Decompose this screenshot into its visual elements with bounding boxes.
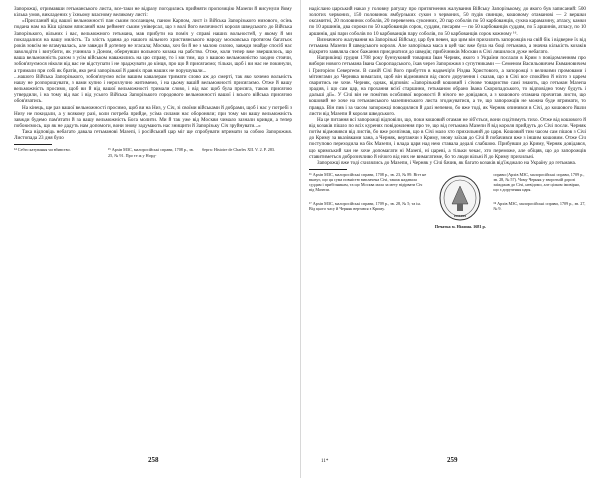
right-mid-notes: справи (Архів МЗС, малоросійські справи, 1709 р., зв. 28, № 57). Чому Черняк у зворотній дорозі заїжджав до Січі, невідомо, але цілком імовірно, що з доручення царя. bbox=[493, 172, 585, 193]
printer-signature-mark: 11* bbox=[321, 459, 329, 464]
right-paragraph-3: Наприкінці грудня 1708 року бунчуковий товариш Іван Черняк, якого з України послали в Крим з повідомленням про вибори нового гетьмана Івана Скоропадського, їхав через Запорожжя з супутниками — Семеном Васильовичем Еммановичем і Григорієм Севергеєм. В самій Січі його прибуття в надвечір'я Різдва Христового, а запорожці з великими промовами і мітингами до Черняка вимагали, щоб він відмовився від свого доручення і сказав, що в Січі все спокійно й ніхто з царем сваритись не хоче. Черняк, однак, відповів: «Запорізький кошовий і січове товариство самі знають, що гетьман Мазепа зрадив, і що сам цар, на прохання всієї старшини, гетьманом обрано Івана Скоропадського, то відповідно тому будуть і дальші дії». У Січі він не помітив особливої ворожості й нічого не довідався, а з кошового отамана прочитав листи, що кошовий не хоче на гетьманського мазепинського листа згоджуватися, а те, що запорожців не можна буде втримати, то правда. Він пив і за часом запорожці поводилися й далі непевно, бо вже тоді, як Черняк опинився в Січі, до кошового йшли листи від Мазепи й короля шведського. bbox=[309, 55, 586, 117]
left-paragraph-1: Запорожці, отримавши гетьманського листа, все-таки не відразу погодились прийняти пропозицію Мазепи й висунули йому кілька умов, викладених у їхньому власному великому листі: bbox=[14, 6, 292, 19]
right-footnote-17: ¹⁷ Архів МЗС, малоросійські справи, 1709 р., зв. 28, № 5; та ін. Від цього часу й Черняк вертався з Криму. bbox=[309, 201, 421, 212]
left-footnotes bbox=[14, 147, 292, 157]
left-paragraph-2: «Присланий від вашої вельможності пан ським посланцем, паном Карпом, лист із Війська Запорізького низового, осінь подана нам на Кіш цілком вписаний нам реймент ським універсал, що з волі його величності короля шведського до Війська Запорізького, вільних і вас, вельможного гетьмана, мав прибути на поміч у справі наших вольностей, у якому й ми покладалися на вашу милість. Та злість здавна до нашого вільного християнського народу московська протягом багатьох років зовсім не вгамувалась, але завжди й дотепер не згасала; Москва, хоч би й не з малою силою, завжди знайде спосіб нас заволодіти і вигубити, як учинила з Доном, обернувши вольного козака на рабство. Отже, коли тепер вже звершилось, що ваша вельможність разом з усім військом наважились на цю справу, то і ми тим, що з вашою вельможністю заодно стоячи, зобов'язуємося ніколи від вас не відступати і не зраджувати до кінця, про що й присягаємо; тільки, щоб і ви нас не покинули, а тримали при собі як братів, яко речі запорізької й давніх прав наших не порушували... bbox=[14, 18, 292, 74]
left-footnote-15: ¹⁵ Архів МЗС, малоросійські справи, 1708 р., зв. 25, № 91. Про те ж у Норд- bbox=[108, 147, 194, 158]
left-page-number: 258 bbox=[148, 456, 159, 464]
left-footnote-rule bbox=[14, 144, 52, 145]
seal-caption: Печатка м. Ніжина. 1681 р. bbox=[434, 224, 486, 230]
left-footnote-15-cont: берга: Histoire de Charles XII. V. 2. P. 283. bbox=[202, 147, 276, 153]
right-paragraph-4: На це питання всі запорожці відповіли, що, поки кошовий отаман не зіб'ється, вони сидітимуть тихо. Отже від кошового й від козаків пішло по всіх куренях повідомлення про те, що від гетьмана Мазепи й від короля прийдуть до Січі посли. Черняк потім відмовився від листів, бо вже розпізнав, що в Січі мало хто прихильний до царя. Кошовий тим часом сам пішов з Січі до Криму за вказівками хана, а Черняк, вертаючи з Криму, знову заїхав до Січі й побачився вже з іншим кошовим. Отже Січ поступово переходила на бік Мазепи, і влада царя над нею ставала дедалі слабшою. Прибувши до Криму, Черняк довідався, що кримський хан не хоче допомагати ні Мазепі, ні цареві, а тільки чекає, хто переможе, але обіцяв, що до запорожців ставитиметься доброзичливо й нічого від них не вимагатиме, бо то люди вільні й до Криму прихильні. bbox=[309, 116, 586, 160]
right-paragraph-5: Запорожці вже тоді схилялись до Мазепи, і Черняк у Січі бачив, як багато козаків від'їжджало на Україну до гетьмана. bbox=[317, 159, 577, 166]
right-paragraph-2: Визначного жалування на Запорізькі Війську, цар був певен, що цим він прихилить запорожців на свій бік і відверне їх від гетьмана Мазепи й шведського короля. Але запорізька маса в цей час вже була на боці гетьмана, а значна кількість козаків відкрито заявляла своє бажання приєднатися до шведів; прибічників Москви в Січі лишилося дуже небагато. bbox=[309, 36, 586, 56]
left-paragraph-5: Така відповідь небагато давала гетьманові Мазепі, і російський цар міг ще спробувати втримати за собою Запорожжя. Листопада 23 дня було bbox=[14, 129, 292, 142]
seal-figure bbox=[431, 172, 489, 229]
right-page-body bbox=[309, 6, 586, 166]
nizhyn-seal-image bbox=[438, 174, 482, 222]
left-paragraph-3: ...нашого Війська Запорізького, зобов'язуємо всім вашим кавалерам тримати слово аж до смерті, так яко хочемо вольність нашу не розпорошувати, з вами купно і нерозлучно житимемо, і на цьому вашій вельможності присягаємо. Отже й вашу вельможність просимо, щоб ви й від вашої вельможності тримали слово, і від вас щоб була присяга, також присягою утвердили, і на тому від вас і від усього Війська Запорізького городового вельможності вашої і всього війська присягою обов'язатись. bbox=[14, 73, 292, 105]
right-page bbox=[300, 0, 600, 478]
left-page-body bbox=[14, 6, 292, 141]
seal-lettering: НІЖИН bbox=[454, 214, 467, 219]
left-footnote-14: ¹⁴ Себто катування чи вбивство. bbox=[14, 147, 71, 153]
right-footnotes bbox=[309, 172, 427, 229]
right-footnote-rule bbox=[309, 169, 347, 170]
right-page-number: 259 bbox=[447, 456, 458, 464]
right-paragraph-1: надіслано царський наказ у головну ратушу про притягнення жалування Війську Запорізькому, до якого був записаний: 500 золотих червоних, 150 половинок ямбурзьких сукон з червоних, 50 пудів свинцю, кошовому отаманові — 2 вершки оксамитні, 20 половинок соболів, 20 перевезень суконних, 20 пар соболів по 50 карбованців, сукна карамазину, атласу, камки по 10 аршинів, два сороки по 50 карбованців сорок, суддям, писарям — по 50 карбованців суддям, по 5 аршинів, атласу, по 10 аршинів, дві пари соболів по 10 карбованців пару соболів, по 50 карбованців сорок кожному ¹⁶. bbox=[309, 6, 586, 37]
right-footnote-18: ¹⁸ Архів МЗС, малоросійські справи, 1709 р., зв. 27, № 9. bbox=[493, 201, 586, 212]
right-notes-row bbox=[309, 172, 586, 229]
left-paragraph-4: На кінець, ще раз вашої вельможності просимо, щоб ви на Низ, у Січ, зі своїми військами й добрами, щоб і нас у потребі з Низу не покидали, а у всякому разі, коли потреба прийде, усіма силами нас обороняли; при тому ми вашу вельможність завжди будемо пам'ятати й за вашу вельможність Бога молити. Ми й так уже від Москви чимало зазнали кривди, а тепер побоюємось, що як не дадуть нам допомоги, вони знову задумають нас знищити й Запорізьку Січ зруйнувати...» bbox=[14, 104, 292, 129]
right-side-notes bbox=[493, 172, 586, 229]
right-footnote-16: ¹⁶ Архів МЗС, малоросійські справи, 1708 р., зв. 23, № 89. Вітт не вказує, що ця сума повністю виплачена Січі, також надавала суддям і прибічникам, та що Москва мала за мету відірвати Січ від Мазепи. bbox=[309, 172, 427, 193]
